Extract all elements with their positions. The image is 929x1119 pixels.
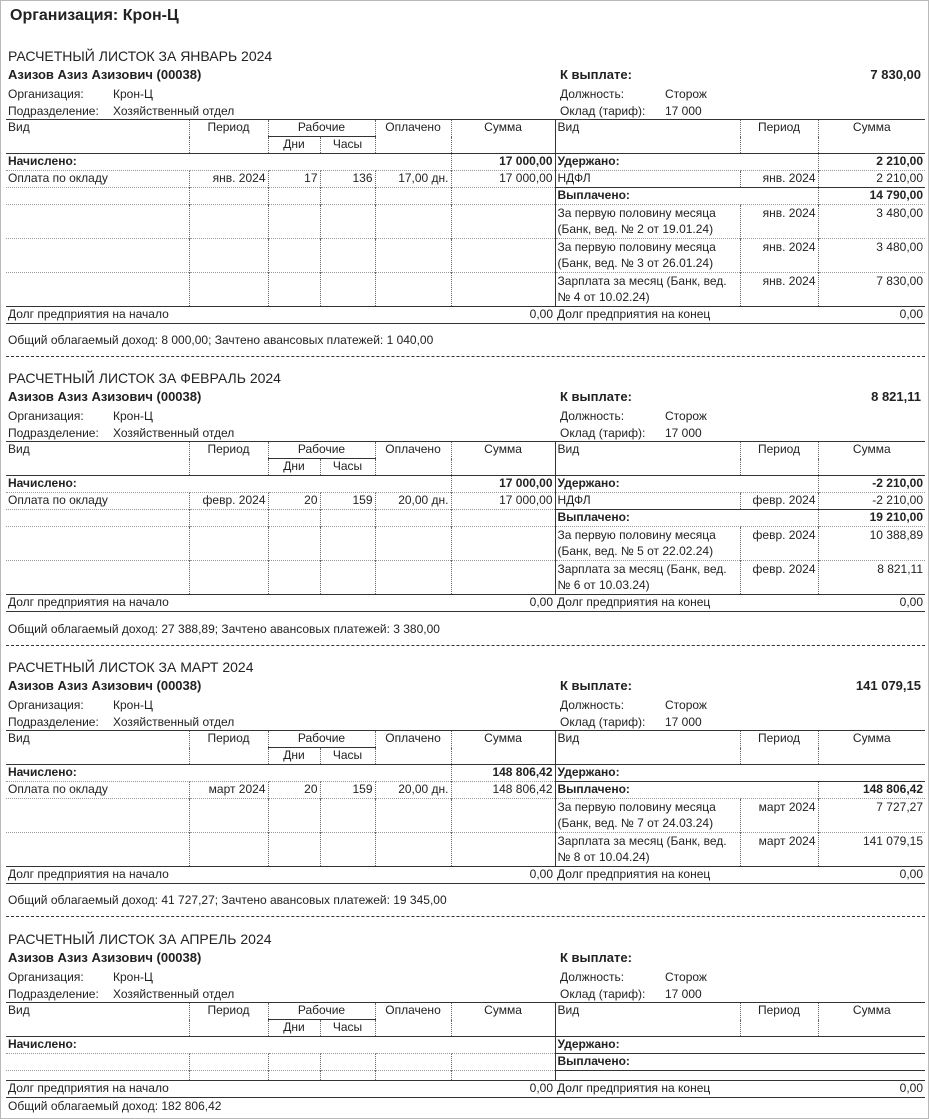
slip-title: РАСЧЕТНЫЙ ЛИСТОК ЗА ФЕВРАЛЬ 2024	[8, 370, 281, 386]
table-row	[6, 561, 925, 595]
payment-vid: За первую половину месяца (Банк, вед. № 5 от 22.02.24)	[555, 527, 740, 561]
col-vid: Вид	[6, 442, 189, 476]
debt-end-label: Долг предприятия на конец	[555, 307, 818, 324]
accrued-label: Начислено:	[6, 476, 451, 493]
debt-end-value: 0,00	[818, 595, 925, 612]
table-row	[6, 510, 925, 527]
col-hours: Часы	[320, 137, 375, 154]
table-row	[6, 1054, 925, 1071]
slip-separator	[6, 645, 925, 646]
dept-value: Хозяйственный отдел	[113, 715, 235, 729]
accrual-vid: Оплата по окладу	[6, 493, 189, 510]
withholding-sum: -2 210,00	[818, 493, 925, 510]
debt-row	[6, 307, 925, 324]
slip-footer: Общий облагаемый доход: 8 000,00; Зачтено авансовых платежей: 1 040,00	[8, 333, 434, 347]
col-hours: Часы	[320, 1020, 375, 1037]
employee-name: Азизов Азиз Азизович (00038)	[8, 389, 202, 404]
accrual-paid: 20,00 дн.	[375, 493, 451, 510]
table-row	[6, 188, 925, 205]
slip-footer: Общий облагаемый доход: 27 388,89; Зачтено авансовых платежей: 3 380,00	[8, 622, 440, 636]
accrued-label: Начислено:	[6, 765, 451, 782]
withheld-label: Удержано:	[555, 476, 818, 493]
payslip-table	[6, 119, 925, 324]
withholding-period: янв. 2024	[740, 171, 818, 188]
paid-out-total: 19 210,00	[818, 510, 925, 527]
accrued-total: 17 000,00	[451, 476, 555, 493]
payment-period: янв. 2024	[740, 239, 818, 273]
withholding-vid: НДФЛ	[555, 493, 740, 510]
debt-start-label: Долг предприятия на начало	[6, 595, 451, 612]
col-vid: Вид	[6, 731, 189, 765]
payment-vid: За первую половину месяца (Банк, вед. № 3 от 26.01.24)	[555, 239, 740, 273]
payslip-table	[6, 1002, 925, 1098]
accrued-total: 17 000,00	[451, 154, 555, 171]
accrual-period: февр. 2024	[189, 493, 268, 510]
accrual-period: март 2024	[189, 782, 268, 799]
debt-start-value: 0,00	[451, 307, 555, 324]
org-label: Организация:	[8, 87, 84, 101]
col-days: Дни	[268, 459, 320, 476]
accrual-paid: 17,00 дн.	[375, 171, 451, 188]
position-value: Сторож	[665, 409, 707, 423]
table-row	[6, 1071, 925, 1081]
payment-sum: 10 388,89	[818, 527, 925, 561]
col-period: Период	[189, 1003, 268, 1037]
debt-start-value: 0,00	[451, 867, 555, 884]
payment-vid: Зарплата за месяц (Банк, вед. № 4 от 10.02.24)	[555, 273, 740, 307]
debt-end-label: Долг предприятия на конец	[555, 595, 818, 612]
accrued-label: Начислено:	[6, 154, 451, 171]
org-label: Организация:	[8, 970, 84, 984]
payslip-table	[6, 730, 925, 884]
withheld-total: 2 210,00	[818, 154, 925, 171]
to-pay-label: К выплате:	[560, 67, 632, 82]
accrued-total: 148 806,42	[451, 765, 555, 782]
table-row	[6, 171, 925, 188]
position-value: Сторож	[665, 698, 707, 712]
accrual-days: 20	[268, 493, 320, 510]
accrual-vid: Оплата по окладу	[6, 782, 189, 799]
rate-label: Оклад (тариф):	[560, 104, 646, 118]
payment-vid: За первую половину месяца (Банк, вед. № 2 от 19.01.24)	[555, 205, 740, 239]
col-work: Рабочие	[268, 120, 375, 137]
col-period: Период	[189, 120, 268, 154]
col-sum-right: Сумма	[818, 731, 925, 765]
debt-end-value: 0,00	[818, 307, 925, 324]
payment-sum: 141 079,15	[818, 833, 925, 867]
to-pay-value: 7 830,00	[870, 67, 921, 82]
to-pay-value: 141 079,15	[855, 678, 921, 693]
payment-period: февр. 2024	[740, 561, 818, 595]
paid-out-label: Выплачено:	[555, 782, 818, 799]
debt-start-label: Долг предприятия на начало	[6, 1081, 451, 1098]
accrual-period: янв. 2024	[189, 171, 268, 188]
debt-end-value: 0,00	[818, 867, 925, 884]
debt-start-label: Долг предприятия на начало	[6, 867, 451, 884]
position-label: Должность:	[560, 970, 625, 984]
withholding-period: февр. 2024	[740, 493, 818, 510]
col-sum: Сумма	[451, 731, 555, 765]
rate-label: Оклад (тариф):	[560, 715, 646, 729]
col-vid-right: Вид	[555, 731, 740, 765]
slip-footer: Общий облагаемый доход: 182 806,42	[8, 1099, 222, 1113]
accrual-hours: 159	[320, 782, 375, 799]
paid-out-total: 148 806,42	[818, 782, 925, 799]
position-label: Должность:	[560, 409, 625, 423]
table-row	[6, 527, 925, 561]
slip-title: РАСЧЕТНЫЙ ЛИСТОК ЗА АПРЕЛЬ 2024	[8, 931, 272, 947]
payment-vid: За первую половину месяца (Банк, вед. № 7 от 24.03.24)	[555, 799, 740, 833]
accrual-hours: 136	[320, 171, 375, 188]
position-label: Должность:	[560, 698, 625, 712]
rate-label: Оклад (тариф):	[560, 426, 646, 440]
col-sum-right: Сумма	[818, 1003, 925, 1037]
organization-title: Организация: Крон-Ц	[10, 7, 179, 24]
col-vid: Вид	[6, 120, 189, 154]
payment-sum: 7 727,27	[818, 799, 925, 833]
withholding-sum: 2 210,00	[818, 171, 925, 188]
debt-row	[6, 867, 925, 884]
payment-period: янв. 2024	[740, 273, 818, 307]
position-value: Сторож	[665, 970, 707, 984]
withheld-label: Удержано:	[555, 154, 818, 171]
col-days: Дни	[268, 1020, 320, 1037]
payment-vid: Зарплата за месяц (Банк, вед. № 8 от 10.04.24)	[555, 833, 740, 867]
col-period: Период	[189, 442, 268, 476]
debt-end-label: Долг предприятия на конец	[555, 1081, 818, 1098]
employee-name: Азизов Азиз Азизович (00038)	[8, 950, 202, 965]
table-row	[6, 799, 925, 833]
org-label: Организация:	[8, 409, 84, 423]
col-vid-right: Вид	[555, 120, 740, 154]
to-pay-value: 8 821,11	[871, 389, 921, 404]
slip-separator	[6, 356, 925, 357]
col-paid: Оплачено	[375, 120, 451, 154]
payslip-table	[6, 441, 925, 612]
col-sum-right: Сумма	[818, 442, 925, 476]
payment-sum: 7 830,00	[818, 273, 925, 307]
paid-out-label: Выплачено:	[555, 1054, 925, 1071]
col-sum: Сумма	[451, 442, 555, 476]
payment-period: март 2024	[740, 799, 818, 833]
slip-title: РАСЧЕТНЫЙ ЛИСТОК ЗА ЯНВАРЬ 2024	[8, 48, 273, 64]
dept-value: Хозяйственный отдел	[113, 426, 235, 440]
position-label: Должность:	[560, 87, 625, 101]
payment-sum: 3 480,00	[818, 205, 925, 239]
col-period-right: Период	[740, 120, 818, 154]
accrual-vid: Оплата по окладу	[6, 171, 189, 188]
withheld-total: -2 210,00	[818, 476, 925, 493]
col-period-right: Период	[740, 731, 818, 765]
org-value: Крон-Ц	[113, 698, 153, 712]
col-sum: Сумма	[451, 1003, 555, 1037]
col-paid: Оплачено	[375, 731, 451, 765]
col-period: Период	[189, 731, 268, 765]
org-label: Организация:	[8, 698, 84, 712]
debt-end-label: Долг предприятия на конец	[555, 867, 818, 884]
payment-sum: 8 821,11	[818, 561, 925, 595]
org-value: Крон-Ц	[113, 409, 153, 423]
payment-period: янв. 2024	[740, 205, 818, 239]
col-paid: Оплачено	[375, 1003, 451, 1037]
to-pay-label: К выплате:	[560, 678, 632, 693]
col-days: Дни	[268, 137, 320, 154]
position-value: Сторож	[665, 87, 707, 101]
col-days: Дни	[268, 748, 320, 765]
accrual-days: 20	[268, 782, 320, 799]
rate-value: 17 000	[665, 715, 702, 729]
dept-value: Хозяйственный отдел	[113, 104, 235, 118]
paid-out-label: Выплачено:	[555, 188, 818, 205]
employee-name: Азизов Азиз Азизович (00038)	[8, 67, 202, 82]
table-row	[6, 239, 925, 273]
debt-start-label: Долг предприятия на начало	[6, 307, 451, 324]
withholding-vid: НДФЛ	[555, 171, 740, 188]
col-period-right: Период	[740, 442, 818, 476]
to-pay-label: К выплате:	[560, 389, 632, 404]
payment-period: февр. 2024	[740, 527, 818, 561]
col-hours: Часы	[320, 748, 375, 765]
table-row	[6, 493, 925, 510]
table-row	[6, 833, 925, 867]
col-hours: Часы	[320, 459, 375, 476]
col-vid: Вид	[6, 1003, 189, 1037]
dept-label: Подразделение:	[8, 104, 99, 118]
dept-value: Хозяйственный отдел	[113, 987, 235, 1001]
table-row	[6, 205, 925, 239]
debt-start-value: 0,00	[451, 595, 555, 612]
payment-vid: Зарплата за месяц (Банк, вед. № 6 от 10.03.24)	[555, 561, 740, 595]
debt-start-value: 0,00	[451, 1081, 555, 1098]
col-vid-right: Вид	[555, 442, 740, 476]
accrual-paid: 20,00 дн.	[375, 782, 451, 799]
withheld-label: Удержано:	[555, 1037, 925, 1054]
debt-end-value: 0,00	[818, 1081, 925, 1098]
accrual-sum: 148 806,42	[451, 782, 555, 799]
debt-row	[6, 595, 925, 612]
slip-separator	[6, 916, 925, 917]
to-pay-label: К выплате:	[560, 950, 632, 965]
col-sum-right: Сумма	[818, 120, 925, 154]
debt-row	[6, 1081, 925, 1098]
dept-label: Подразделение:	[8, 715, 99, 729]
withheld-label: Удержано:	[555, 765, 925, 782]
rate-value: 17 000	[665, 426, 702, 440]
rate-value: 17 000	[665, 104, 702, 118]
paid-out-label: Выплачено:	[555, 510, 818, 527]
col-sum: Сумма	[451, 120, 555, 154]
col-work: Рабочие	[268, 442, 375, 459]
slip-title: РАСЧЕТНЫЙ ЛИСТОК ЗА МАРТ 2024	[8, 659, 254, 675]
rate-label: Оклад (тариф):	[560, 987, 646, 1001]
employee-name: Азизов Азиз Азизович (00038)	[8, 678, 202, 693]
accrual-days: 17	[268, 171, 320, 188]
rate-value: 17 000	[665, 987, 702, 1001]
table-row	[6, 273, 925, 307]
payment-sum: 3 480,00	[818, 239, 925, 273]
col-period-right: Период	[740, 1003, 818, 1037]
table-row	[6, 782, 925, 799]
org-value: Крон-Ц	[113, 87, 153, 101]
accrual-hours: 159	[320, 493, 375, 510]
col-work: Рабочие	[268, 1003, 375, 1020]
col-work: Рабочие	[268, 731, 375, 748]
accrual-sum: 17 000,00	[451, 171, 555, 188]
paid-out-total: 14 790,00	[818, 188, 925, 205]
slip-footer: Общий облагаемый доход: 41 727,27; Зачтено авансовых платежей: 19 345,00	[8, 893, 447, 907]
dept-label: Подразделение:	[8, 426, 99, 440]
org-value: Крон-Ц	[113, 970, 153, 984]
accrual-sum: 17 000,00	[451, 493, 555, 510]
col-vid-right: Вид	[555, 1003, 740, 1037]
dept-label: Подразделение:	[8, 987, 99, 1001]
payment-period: март 2024	[740, 833, 818, 867]
accrued-label: Начислено:	[6, 1037, 555, 1054]
col-paid: Оплачено	[375, 442, 451, 476]
